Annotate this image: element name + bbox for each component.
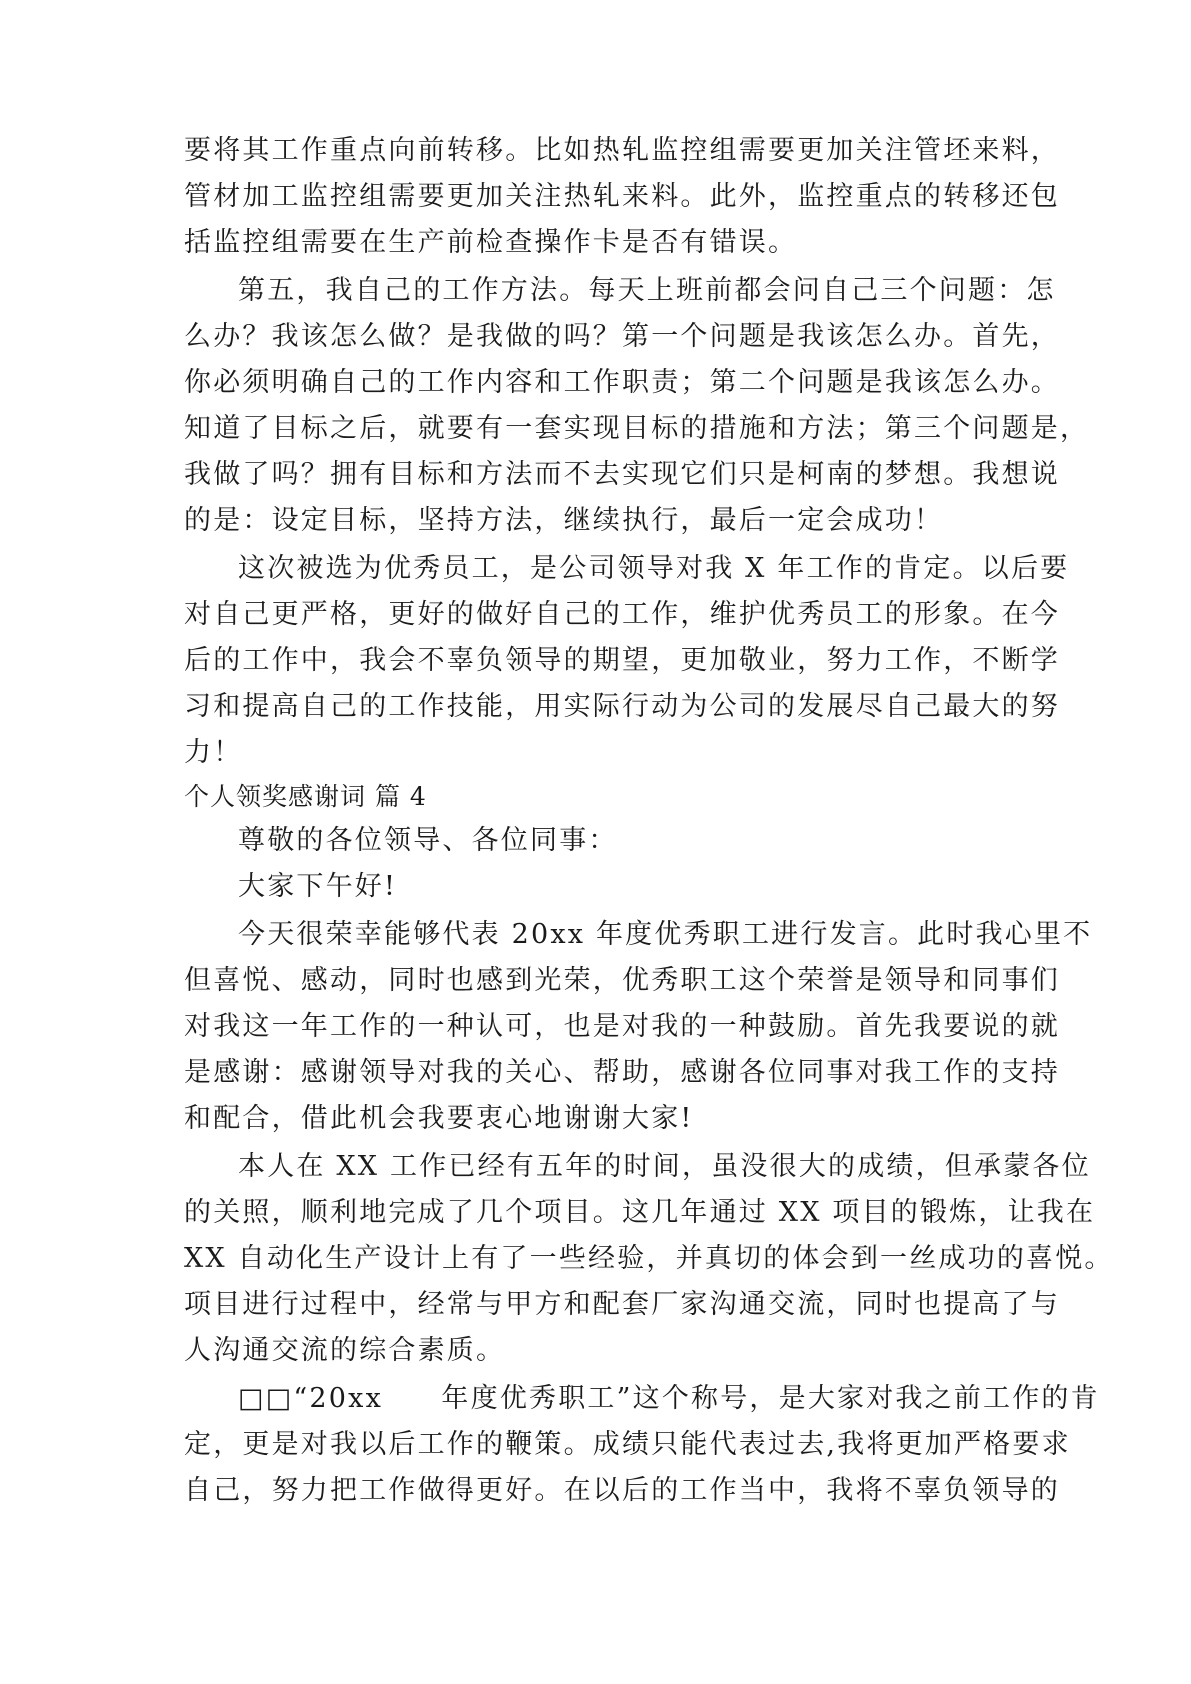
text-line: 的是：设定目标，坚持方法，继续执行，最后一定会成功！ xyxy=(184,505,944,536)
text-line: 这次被选为优秀员工，是公司领导对我 X 年工作的肯定。以后要 xyxy=(238,553,1070,584)
text-line: 管材加工监控组需要更加关注热轧来料。此外，监控重点的转移还包 xyxy=(184,181,1060,212)
text-line: 么办？我该怎么做？是我做的吗？第一个问题是我该怎么办。首先， xyxy=(184,321,1060,352)
text-line: 和配合，借此机会我要衷心地谢谢大家! xyxy=(184,1103,694,1134)
text-line: 人沟通交流的综合素质。 xyxy=(184,1335,506,1366)
section-heading: 个人领奖感谢词 篇 4 xyxy=(184,782,427,811)
text-line: 你必须明确自己的工作内容和工作职责；第二个问题是我该怎么办。 xyxy=(184,367,1060,398)
salutation: 尊敬的各位领导、各位同事： xyxy=(238,825,618,856)
text-line: 我做了吗？拥有目标和方法而不去实现它们只是柯南的梦想。我想说 xyxy=(184,459,1060,490)
text-line: 对自己更严格，更好的做好自己的工作，维护优秀员工的形象。在今 xyxy=(184,599,1060,630)
text-line: 后的工作中，我会不辜负领导的期望，更加敬业，努力工作，不断学 xyxy=(184,645,1060,676)
text-line: XX 自动化生产设计上有了一些经验，并真切的体会到一丝成功的喜悦。 xyxy=(184,1243,1114,1274)
greeting: 大家下午好! xyxy=(238,871,398,902)
text-line: 对我这一年工作的一种认可，也是对我的一种鼓励。首先我要说的就 xyxy=(184,1011,1060,1042)
text-line: 定，更是对我以后工作的鞭策。成绩只能代表过去,我将更加严格要求 xyxy=(184,1429,1071,1460)
text-line: □□“20xx 年度优秀职工”这个称号，是大家对我之前工作的肯 xyxy=(238,1383,1100,1414)
text-line: 但喜悦、感动，同时也感到光荣，优秀职工这个荣誉是领导和同事们 xyxy=(184,965,1060,996)
text-line: 项目进行过程中，经常与甲方和配套厂家沟通交流，同时也提高了与 xyxy=(184,1289,1060,1320)
text-line: 第五，我自己的工作方法。每天上班前都会问自己三个问题：怎 xyxy=(238,275,1056,306)
text-line: 知道了目标之后，就要有一套实现目标的措施和方法；第三个问题是， xyxy=(184,413,1090,444)
text-line: 今天很荣幸能够代表 20xx 年度优秀职工进行发言。此时我心里不 xyxy=(238,919,1093,950)
text-line: 是感谢：感谢领导对我的关心、帮助，感谢各位同事对我工作的支持 xyxy=(184,1057,1060,1088)
text-line: 习和提高自己的工作技能，用实际行动为公司的发展尽自己最大的努 xyxy=(184,691,1060,722)
text-line: 本人在 XX 工作已经有五年的时间，虽没很大的成绩，但承蒙各位 xyxy=(238,1151,1091,1182)
text-line: 的关照，顺利地完成了几个项目。这几年通过 XX 项目的锻炼，让我在 xyxy=(184,1197,1096,1228)
text-line: 括监控组需要在生产前检查操作卡是否有错误。 xyxy=(184,227,798,258)
text-line: 自己，努力把工作做得更好。在以后的工作当中，我将不辜负领导的 xyxy=(184,1475,1060,1506)
text-line: 力！ xyxy=(184,737,243,768)
text-line: 要将其工作重点向前转移。比如热轧监控组需要更加关注管坯来料， xyxy=(184,135,1060,166)
